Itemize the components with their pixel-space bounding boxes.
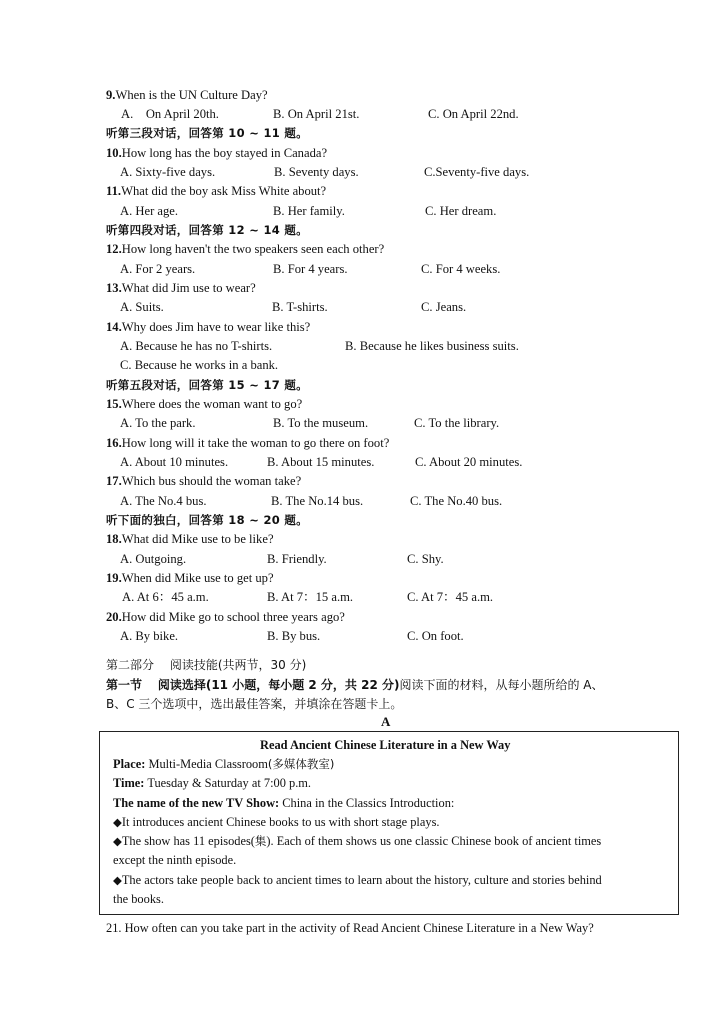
question-text: What did Jim use to wear? (121, 281, 256, 295)
place-cn: (多媒体教室) (267, 757, 335, 771)
question-19 (106, 570, 274, 586)
option-a: A. The No.4 bus. (120, 494, 207, 508)
question-number: 11. (106, 184, 122, 198)
bullet-text: It introduces ancient Chinese books to us with short stage plays. (121, 815, 440, 829)
option-b: B. To the museum. (273, 416, 369, 430)
option-b: B. By bus. (267, 629, 321, 643)
bullet-diamond-icon: ◆ (113, 834, 122, 848)
option-b: B. The No.14 bus. (271, 494, 364, 508)
question-number: 18. (106, 532, 122, 546)
option-b: B. For 4 years. (273, 262, 348, 276)
place-value: Multi-Media Classroom (148, 757, 268, 771)
section1-instruction-line2: B、C 三个选项中，选出最佳答案，并填涂在答题卡上。 (106, 697, 403, 711)
option-a: A. About 10 minutes. (120, 455, 229, 469)
place-label: Place: (113, 757, 146, 771)
option-c: C. On foot. (407, 629, 464, 643)
bullet-text: ). Each of them shows us one classic Chinese book of ancient times (266, 834, 602, 848)
option-a: A. For 2 years. (120, 262, 196, 276)
bullet-3 (113, 872, 602, 888)
question-text: Where does the woman want to go? (121, 397, 303, 411)
option-c: C. Because he works in a bank. (120, 358, 279, 372)
question-text: When is the UN Culture Day? (115, 88, 268, 102)
place-line (113, 756, 334, 772)
bullet-text: The show has 11 episodes( (121, 834, 255, 848)
bullet-diamond-icon: ◆ (113, 873, 122, 887)
question-number: 19. (106, 571, 122, 585)
question-14 (106, 319, 310, 335)
option-c: C. For 4 weeks. (421, 262, 501, 276)
question-number: 10. (106, 146, 122, 160)
question-15 (106, 396, 302, 412)
question-number: 15. (106, 397, 122, 411)
part2-title: 第二部分 阅读技能(共两节，30 分) (106, 658, 307, 672)
option-c: C. The No.40 bus. (410, 494, 503, 508)
section-header-3: 听第三段对话，回答第 10 ~ 11 题。 (106, 126, 308, 140)
question-number: 20. (106, 610, 122, 624)
show-line (113, 795, 454, 811)
show-value: China in the Classics Introduction: (282, 796, 455, 810)
option-b: B. Because he likes business suits. (345, 339, 519, 353)
section-header-5: 听第五段对话，回答第 15 ~ 17 题。 (106, 378, 308, 392)
question-12 (106, 241, 384, 257)
bullet-diamond-icon: ◆ (113, 815, 122, 829)
question-21: 21. How often can you take part in the activity of Read Ancient Chinese Literature in a New Way? (106, 921, 594, 935)
bullet-text-cn: 集 (254, 834, 267, 848)
question-text: Which bus should the woman take? (121, 474, 302, 488)
question-number: 17. (106, 474, 122, 488)
option-a: A. On April 20th. (121, 107, 219, 121)
question-text: What did Mike use to be like? (121, 532, 274, 546)
question-number: 16. (106, 436, 122, 450)
option-a: A. Outgoing. (120, 552, 187, 566)
option-a: A. Her age. (120, 204, 179, 218)
option-a: A. At 6：45 a.m. (122, 590, 209, 604)
question-text: When did Mike use to get up? (121, 571, 274, 585)
question-20 (106, 609, 345, 625)
question-text: How long haven't the two speakers seen each other? (121, 242, 385, 256)
bullet-3-cont: the books. (113, 892, 164, 906)
passage-box (99, 731, 679, 915)
option-b: B. Her family. (273, 204, 345, 218)
option-a: A. Sixty-five days. (120, 165, 216, 179)
option-a: A. By bike. (120, 629, 179, 643)
option-c: C. About 20 minutes. (415, 455, 523, 469)
question-11 (106, 183, 326, 199)
question-number: 14. (106, 320, 122, 334)
option-c: C. Shy. (407, 552, 444, 566)
option-b: B. On April 21st. (273, 107, 360, 121)
option-b: B. About 15 minutes. (267, 455, 375, 469)
option-b: B. Friendly. (267, 552, 327, 566)
time-line (113, 775, 311, 791)
time-label: Time: (113, 776, 145, 790)
question-text: Why does Jim have to wear like this? (121, 320, 311, 334)
question-10 (106, 145, 327, 161)
option-a: A. Suits. (120, 300, 164, 314)
section1-scoring: 阅读选择(11 小题，每小题 2 分，共 22 分) (157, 678, 400, 692)
passage-title: Read Ancient Chinese Literature in a New Way (260, 738, 511, 752)
bullet-text: The actors take people back to ancient times to learn about the history, culture and stories behind (121, 873, 602, 887)
section1-label: 第一节 (106, 678, 143, 692)
question-text: How long will it take the woman to go there on foot? (121, 436, 390, 450)
question-number: 13. (106, 281, 122, 295)
bullet-2 (113, 833, 601, 849)
option-a: A. To the park. (120, 416, 196, 430)
option-c: C. Jeans. (421, 300, 467, 314)
option-a: A. Because he has no T-shirts. (120, 339, 273, 353)
option-c: C. To the library. (414, 416, 500, 430)
section1-instruction: 阅读下面的材料，从每小题所给的 A、 (399, 678, 604, 692)
option-b: B. At 7：15 a.m. (267, 590, 354, 604)
question-16 (106, 435, 389, 451)
question-text: How long has the boy stayed in Canada? (121, 146, 328, 160)
option-c: C. On April 22nd. (428, 107, 519, 121)
show-label: The name of the new TV Show: (113, 796, 280, 810)
section1-intro (106, 677, 603, 693)
question-text: What did the boy ask Miss White about? (121, 184, 327, 198)
bullet-2-cont: except the ninth episode. (113, 853, 237, 867)
time-value: Tuesday & Saturday at 7:00 p.m. (147, 776, 312, 790)
option-b: B. Seventy days. (274, 165, 359, 179)
option-c: C. Her dream. (425, 204, 497, 218)
question-9 (106, 87, 268, 103)
section-header-4: 听第四段对话，回答第 12 ~ 14 题。 (106, 223, 308, 237)
option-c: C.Seventy-five days. (424, 165, 530, 179)
question-number: 9. (106, 88, 116, 102)
question-text: How did Mike go to school three years ago? (121, 610, 345, 624)
question-17 (106, 473, 301, 489)
question-number: 12. (106, 242, 122, 256)
option-b: B. T-shirts. (272, 300, 328, 314)
question-18 (106, 531, 274, 547)
question-13 (106, 280, 256, 296)
section-header-6: 听下面的独白，回答第 18 ~ 20 题。 (106, 513, 308, 527)
bullet-1 (113, 814, 440, 830)
option-c: C. At 7：45 a.m. (407, 590, 494, 604)
passage-label: A (381, 714, 391, 729)
